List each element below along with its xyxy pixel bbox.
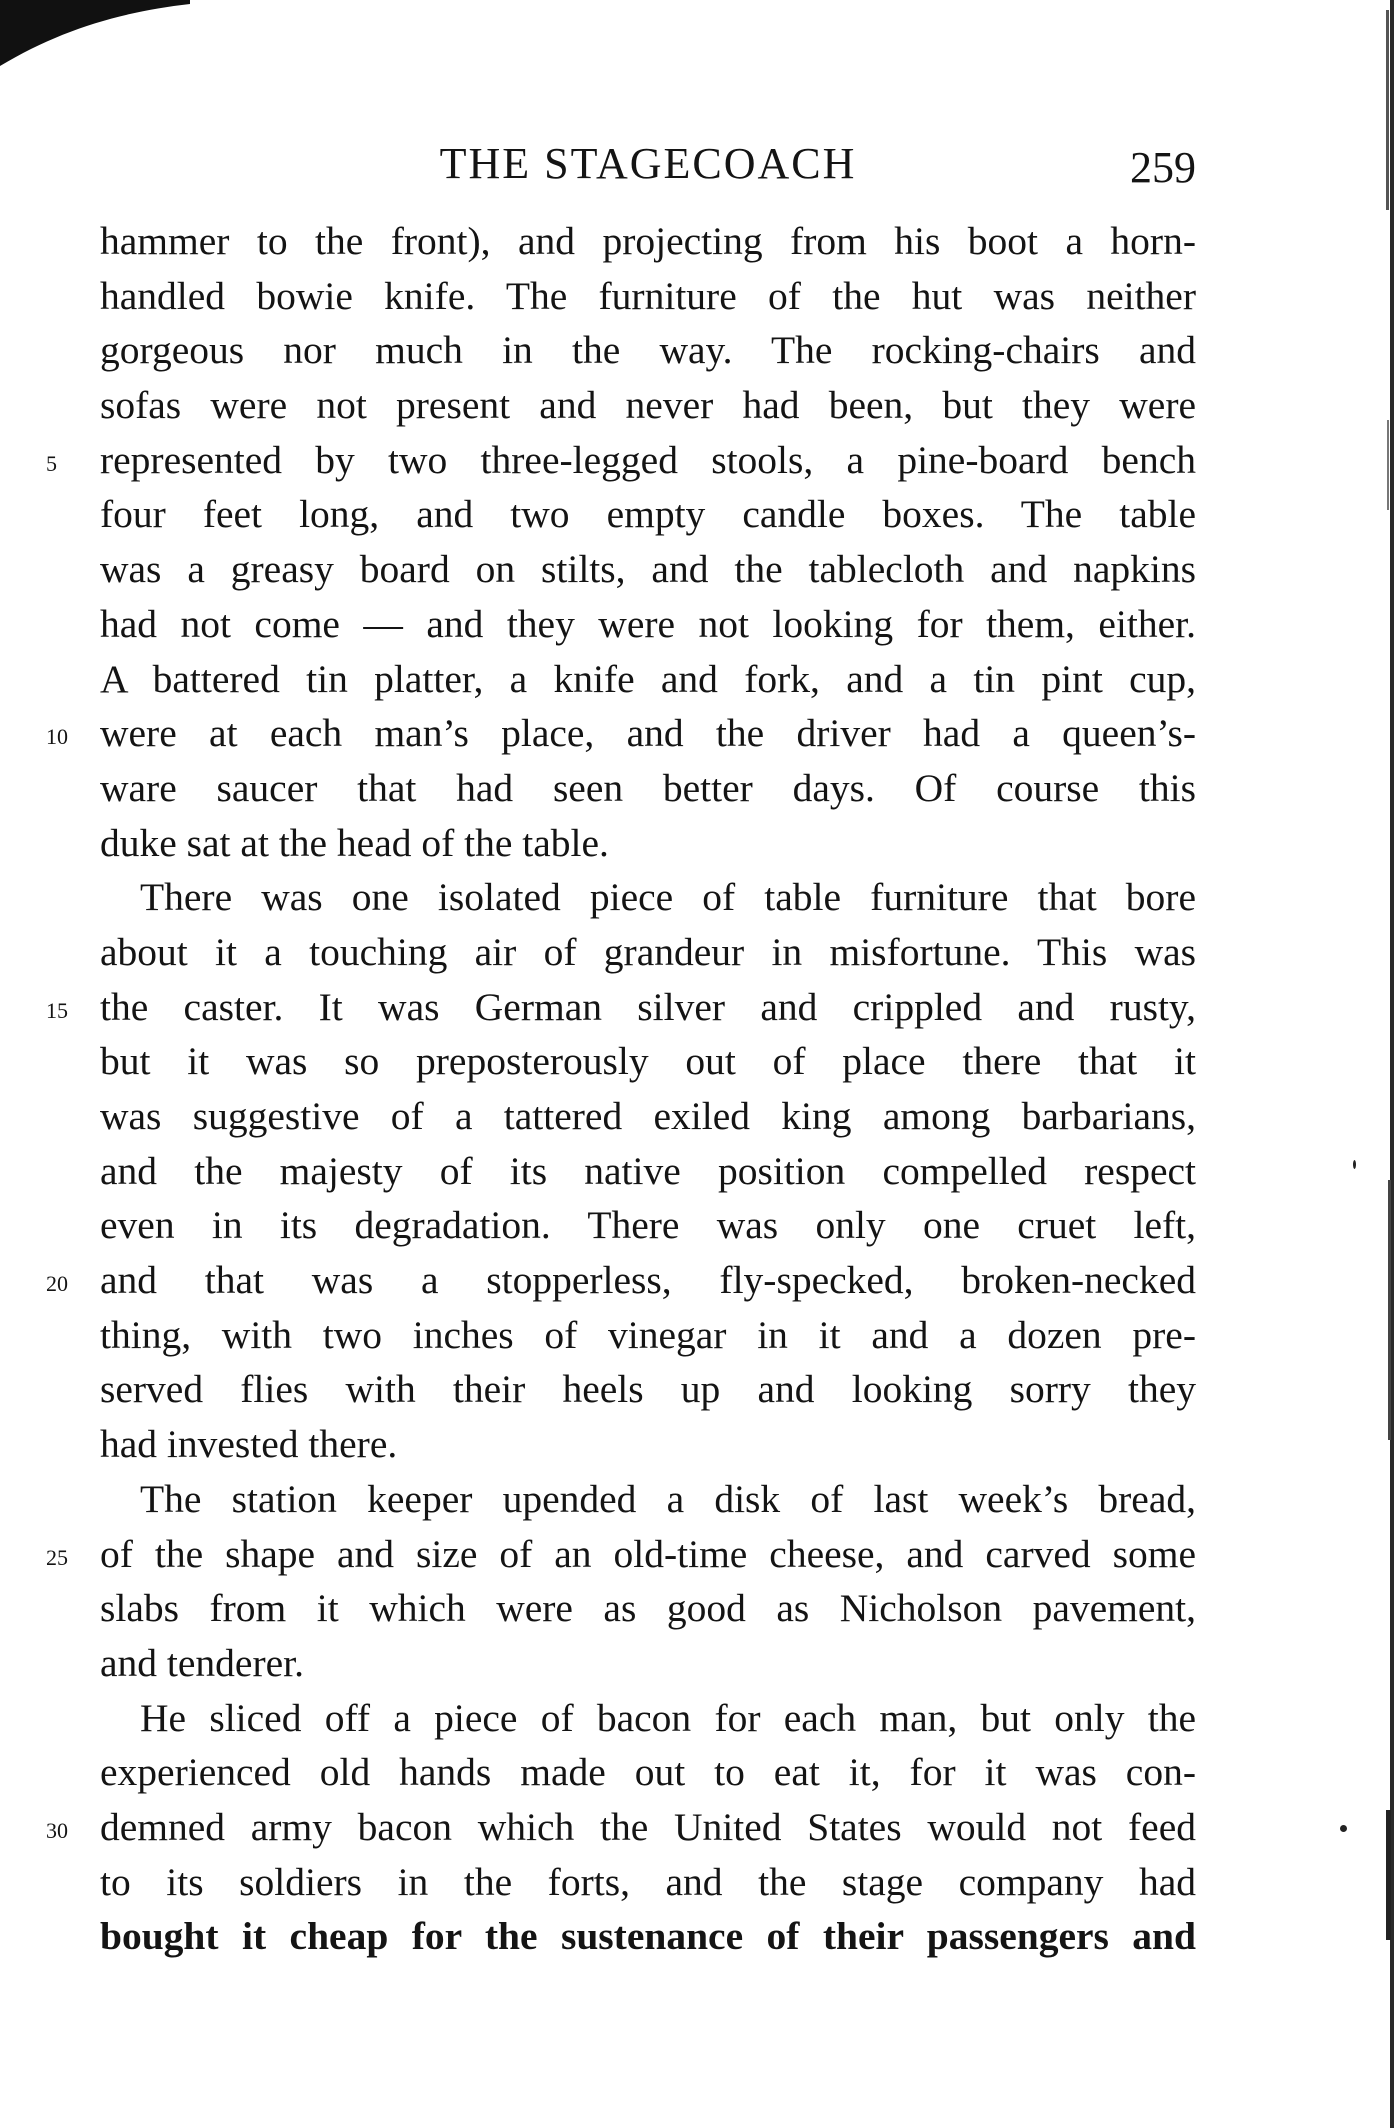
text-line: to its soldiers in the forts, and the stage company had	[100, 1859, 1196, 1904]
text-line: was suggestive of a tattered exiled king among barbarians,	[100, 1094, 1196, 1138]
text-line: even in its degradation. There was only one cruet left,	[100, 1203, 1196, 1248]
text-line	[46, 1800, 1196, 1855]
text-line: about it a touching air of grandeur in misfortune. This was	[100, 929, 1196, 974]
text-line: slabs from it which were as good as Nicholson pavement,	[100, 1586, 1196, 1631]
body-text	[46, 214, 1196, 1964]
text-line: thing, with two inches of vinegar in it and a dozen pre-	[100, 1312, 1196, 1357]
text-line-content: and that was a stopperless, fly-specked, broken-necked	[100, 1258, 1196, 1303]
text-line: and tenderer.	[100, 1640, 304, 1685]
text-line	[46, 1527, 1196, 1582]
text-line-content: demned army bacon which the United States would not feed	[100, 1804, 1196, 1849]
text-line: ware saucer that had seen better days. Of course this	[100, 765, 1196, 810]
running-header	[100, 134, 1196, 194]
text-line: gorgeous nor much in the way. The rocking-chairs and	[100, 328, 1196, 373]
line-number: 30	[46, 1817, 68, 1843]
text-line: served flies with their heels up and looking sorry they	[100, 1367, 1196, 1412]
ink-speck	[1353, 1160, 1356, 1169]
text-line: was a greasy board on stilts, and the tablecloth and napkins	[100, 547, 1196, 592]
text-line: bought it cheap for the sustenance of their passengers and	[100, 1914, 1196, 1959]
text-line: had not come — and they were not looking for them, either.	[100, 601, 1196, 646]
text-line: four feet long, and two empty candle boxes. The table	[100, 492, 1196, 537]
text-line: had invested there.	[100, 1422, 398, 1467]
text-line	[46, 980, 1196, 1035]
text-line-content: represented by two three-legged stools, a pine-board bench	[100, 437, 1196, 482]
text-line-content: the caster. It was German silver and crippled and rusty,	[100, 984, 1196, 1029]
text-line-content: of the shape and size of an old-time cheese, and carved some	[100, 1531, 1196, 1576]
line-number: 25	[46, 1544, 68, 1570]
text-line: and the majesty of its native position compelled respect	[100, 1148, 1196, 1193]
text-line: The station keeper upended a disk of last week’s bread,	[140, 1476, 1196, 1521]
line-number: 10	[46, 724, 68, 750]
text-line: There was one isolated piece of table furniture that bore	[140, 875, 1196, 920]
text-line	[46, 706, 1196, 761]
scan-edge-strip	[1376, 0, 1398, 2128]
text-line: He sliced off a piece of bacon for each man, but only the	[140, 1695, 1196, 1740]
line-number: 5	[46, 450, 57, 476]
text-line	[46, 433, 1196, 488]
text-line	[46, 1253, 1196, 1308]
scan-corner-mark	[0, 0, 190, 70]
text-line: hammer to the front), and projecting from his boot a horn-	[100, 219, 1196, 263]
text-line: handled bowie knife. The furniture of the hut was neither	[100, 273, 1196, 318]
text-line: sofas were not present and never had been, but they were	[100, 383, 1196, 428]
text-line: duke sat at the head of the table.	[100, 820, 609, 865]
line-number: 15	[46, 997, 68, 1023]
page-number: 259	[1130, 143, 1196, 192]
ink-speck	[1340, 1825, 1347, 1832]
running-title: THE STAGECOACH	[439, 139, 857, 188]
text-line: but it was so preposterously out of place there that it	[100, 1039, 1196, 1084]
line-number: 20	[46, 1271, 68, 1297]
text-line: A battered tin platter, a knife and fork, and a tin pint cup,	[100, 656, 1196, 701]
text-line: experienced old hands made out to eat it, for it was con-	[100, 1750, 1196, 1795]
text-line-content: were at each man’s place, and the driver had a queen’s-	[100, 711, 1196, 756]
